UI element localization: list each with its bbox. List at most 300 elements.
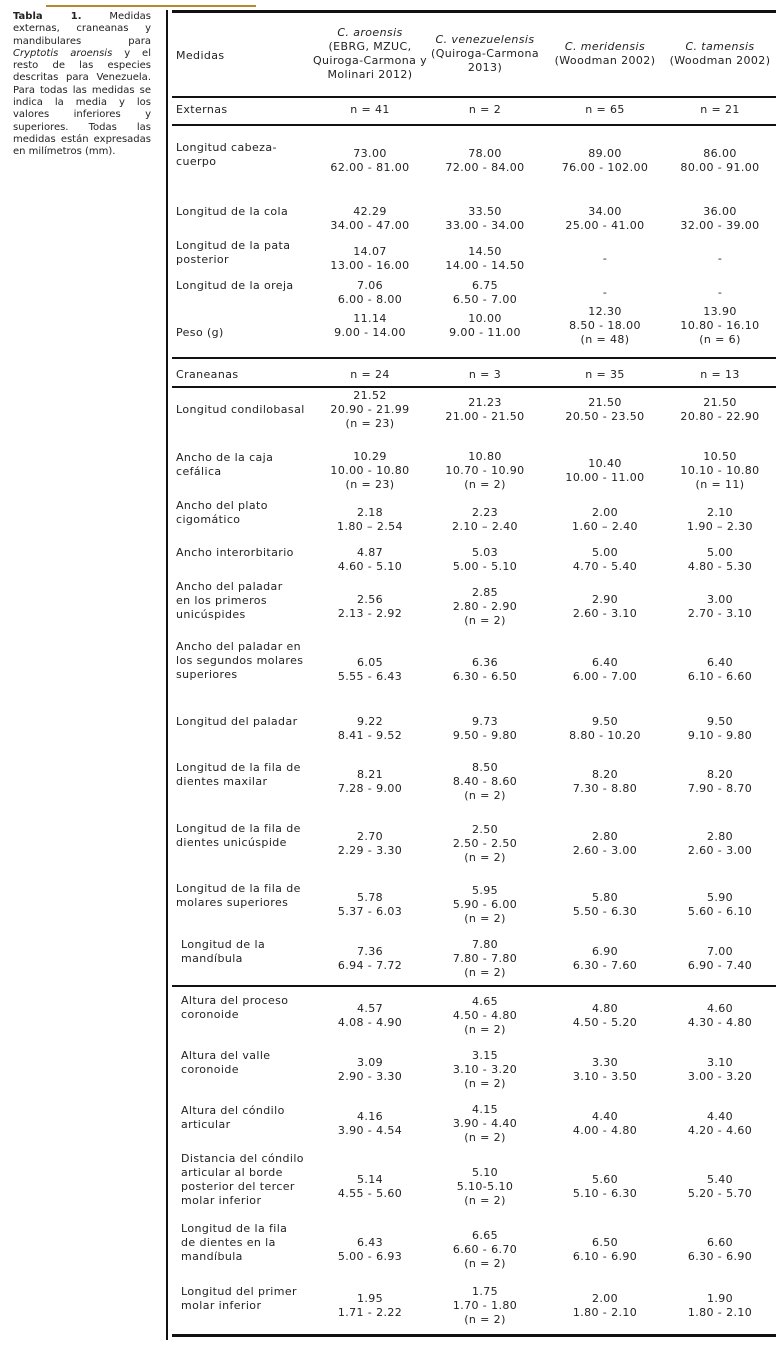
row-value-cell-line: 5.10-5.10 xyxy=(456,1180,514,1193)
row-value-cell-line: (n = 2) xyxy=(464,478,506,491)
row-label-line: Peso (g) xyxy=(176,326,224,339)
row-value-cell-line: 6.90 - 7.40 xyxy=(687,959,753,972)
row-value-cell xyxy=(415,1229,555,1271)
row-value-cell xyxy=(650,656,784,684)
row-value-cell-line: 3.09 xyxy=(356,1056,384,1069)
row-value-cell-line: 3.10 - 3.50 xyxy=(572,1070,638,1083)
caption-accent-line xyxy=(46,5,256,7)
row-value-cell-line: - xyxy=(602,252,608,265)
table-left-rule xyxy=(166,10,168,1340)
row-value-cell-line: 9.50 xyxy=(706,715,734,728)
header-species-name: C. venezuelensis xyxy=(435,33,535,46)
header-source-line: Quiroga-Carmona y xyxy=(312,54,428,67)
row-label-line: Ancho del plato xyxy=(176,499,268,512)
externas-n-rule xyxy=(172,124,776,126)
section-sample-size-line: n = 21 xyxy=(700,103,740,116)
row-value-cell-line: 20.50 - 23.50 xyxy=(565,410,645,423)
caption-text-after: y el resto de las especies descritas para Venezuela. Para todas las medidas se indica la media y los valores inferiores y superiores. Todas las medidas están expresadas en milímetros (mm). xyxy=(13,47,151,158)
row-value-cell-line: 3.10 xyxy=(706,1056,734,1069)
row-value-cell xyxy=(650,252,784,266)
row-value-cell-line: 2.18 xyxy=(356,506,384,519)
row-label-line: molares superiores xyxy=(176,896,289,909)
row-value-cell-line: (n = 2) xyxy=(464,1194,506,1207)
row-value-cell-line: 4.08 - 4.90 xyxy=(337,1016,403,1029)
row-value-cell xyxy=(415,147,555,175)
row-value-cell-line: 6.60 - 6.70 xyxy=(452,1243,518,1256)
row-value-cell-line: 4.60 - 5.10 xyxy=(337,560,403,573)
header-species-name: C. meridensis xyxy=(564,40,646,53)
section-label-craneanas-line: Craneanas xyxy=(176,368,239,381)
row-value-cell-line: 33.50 xyxy=(468,205,502,218)
row-value-cell-line: (n = 2) xyxy=(464,789,506,802)
header-column-2 xyxy=(415,33,555,75)
row-label-line: Longitud de la fila xyxy=(181,1222,288,1235)
row-value-cell-line: 10.80 - 16.10 xyxy=(680,319,760,332)
row-value-cell xyxy=(415,279,555,307)
row-value-cell-line: 4.16 xyxy=(356,1110,384,1123)
row-value-cell-line: 10.00 xyxy=(468,312,502,325)
row-value-cell xyxy=(415,884,555,926)
row-value-cell-line: 6.05 xyxy=(356,656,384,669)
row-value-cell-line: 7.90 - 8.70 xyxy=(687,782,753,795)
row-value-cell-line: 3.10 - 3.20 xyxy=(452,1063,518,1076)
row-value-cell-line: 76.00 - 102.00 xyxy=(561,161,649,174)
row-value-cell-line: 5.00 xyxy=(591,546,619,559)
section-sample-size xyxy=(650,368,784,382)
row-label-line: dientes maxilar xyxy=(176,775,268,788)
row-value-cell-line: 5.10 - 6.30 xyxy=(572,1187,638,1200)
row-value-cell-line: 21.23 xyxy=(468,396,502,409)
row-value-cell-line: 8.40 - 8.60 xyxy=(452,775,518,788)
row-label-line: cefálica xyxy=(176,465,222,478)
row-value-cell-line: 1.90 – 2.30 xyxy=(687,520,753,533)
row-value-cell-line: 5.14 xyxy=(356,1173,384,1186)
row-label-line: cigomático xyxy=(176,513,241,526)
row-value-cell-line: 2.29 - 3.30 xyxy=(337,844,403,857)
section-sample-size xyxy=(415,368,555,382)
row-value-cell xyxy=(650,1056,784,1084)
row-value-cell-line: 33.00 - 34.00 xyxy=(445,219,525,232)
row-value-cell-line: 4.57 xyxy=(356,1002,384,1015)
row-value-cell xyxy=(415,396,555,424)
row-value-cell-line: 7.36 xyxy=(356,945,384,958)
row-value-cell-line: 2.50 - 2.50 xyxy=(452,837,518,850)
row-value-cell xyxy=(650,1173,784,1201)
header-column-4 xyxy=(650,40,784,68)
row-value-cell-line: 2.90 - 3.30 xyxy=(337,1070,403,1083)
row-value-cell xyxy=(650,205,784,233)
row-value-cell-line: 14.07 xyxy=(353,245,387,258)
row-value-cell-line: 89.00 xyxy=(588,147,622,160)
row-value-cell-line: 34.00 xyxy=(588,205,622,218)
row-value-cell xyxy=(650,546,784,574)
section-label-externas-line: Externas xyxy=(176,103,228,116)
row-value-cell xyxy=(650,830,784,858)
row-value-cell-line: 36.00 xyxy=(703,205,737,218)
row-value-cell-line: 72.00 - 84.00 xyxy=(445,161,525,174)
header-source-line: (EBRG, MZUC, xyxy=(328,40,412,53)
row-value-cell-line: 3.00 - 3.20 xyxy=(687,1070,753,1083)
row-value-cell-line: 9.00 - 14.00 xyxy=(334,326,406,339)
row-value-cell-line: 6.30 - 6.90 xyxy=(687,1250,753,1263)
row-label-line: cuerpo xyxy=(176,155,217,168)
row-label-line: Distancia del cóndilo xyxy=(181,1152,304,1165)
row-label-line: unicúspides xyxy=(176,608,246,621)
row-label-line: en los primeros xyxy=(176,594,268,607)
row-value-cell-line: 6.65 xyxy=(471,1229,499,1242)
row-value-cell-line: 5.00 xyxy=(706,546,734,559)
row-value-cell-line: 7.80 xyxy=(471,938,499,951)
row-label-line: mandíbula xyxy=(181,1250,243,1263)
header-source-line: (Woodman 2002) xyxy=(554,54,656,67)
row-value-cell xyxy=(415,1285,555,1327)
row-value-cell-line: 9.10 - 9.80 xyxy=(687,729,753,742)
header-bottom-rule xyxy=(172,96,776,98)
mandibular-start-rule xyxy=(172,985,776,987)
row-value-cell-line: 1.80 – 2.54 xyxy=(337,520,403,533)
row-value-cell-line: 10.70 - 10.90 xyxy=(445,464,525,477)
row-value-cell-line: 5.50 - 6.30 xyxy=(572,905,638,918)
row-value-cell xyxy=(650,506,784,534)
row-label-line: Longitud de la xyxy=(181,938,266,951)
row-value-cell-line: 32.00 - 39.00 xyxy=(680,219,760,232)
row-value-cell-line: (n = 2) xyxy=(464,1313,506,1326)
table-caption xyxy=(13,11,151,159)
row-value-cell-line: 5.90 - 6.00 xyxy=(452,898,518,911)
row-value-cell-line: (n = 23) xyxy=(345,478,395,491)
row-label-line: Longitud de la fila de xyxy=(176,761,301,774)
row-value-cell-line: 4.60 xyxy=(706,1002,734,1015)
row-value-cell-line: 6.75 xyxy=(471,279,499,292)
row-value-cell-line: 4.80 xyxy=(591,1002,619,1015)
header-species-name: C. aroensis xyxy=(337,26,403,39)
row-value-cell xyxy=(650,1110,784,1138)
row-value-cell-line: 21.50 xyxy=(703,396,737,409)
row-value-cell-line: 10.00 - 10.80 xyxy=(330,464,410,477)
row-value-cell-line: 9.22 xyxy=(356,715,384,728)
row-label-line: posterior xyxy=(176,253,229,266)
row-value-cell-line: 5.00 - 5.10 xyxy=(452,560,518,573)
row-value-cell-line: 3.15 xyxy=(471,1049,499,1062)
row-value-cell-line: 8.21 xyxy=(356,768,384,781)
row-value-cell-line: 7.28 - 9.00 xyxy=(337,782,403,795)
row-value-cell-line: 9.00 - 11.00 xyxy=(449,326,521,339)
row-value-cell xyxy=(415,1049,555,1091)
row-label-line: articular al borde xyxy=(181,1166,283,1179)
header-source-line: (Quiroga-Carmona xyxy=(431,47,539,60)
row-value-cell-line: 8.50 xyxy=(471,761,499,774)
row-value-cell-line: 10.00 - 11.00 xyxy=(565,471,645,484)
row-value-cell-line: 2.13 - 2.92 xyxy=(337,607,403,620)
row-value-cell-line: 6.10 - 6.60 xyxy=(687,670,753,683)
row-value-cell-line: 3.90 - 4.40 xyxy=(452,1117,518,1130)
header-source-line: (Woodman 2002) xyxy=(669,54,771,67)
row-value-cell xyxy=(650,450,784,492)
row-value-cell-line: 3.30 xyxy=(591,1056,619,1069)
row-value-cell-line: 1.95 xyxy=(356,1292,384,1305)
section-sample-size xyxy=(650,103,784,117)
row-value-cell-line: 2.70 xyxy=(356,830,384,843)
row-value-cell-line: 4.65 xyxy=(471,995,499,1008)
row-value-cell-line: 4.20 - 4.60 xyxy=(687,1124,753,1137)
row-value-cell xyxy=(650,286,784,300)
row-value-cell-line: 7.06 xyxy=(356,279,384,292)
row-value-cell-line: 2.80 - 2.90 xyxy=(452,600,518,613)
row-label-line: Ancho de la caja xyxy=(176,451,274,464)
row-value-cell xyxy=(415,823,555,865)
row-value-cell-line: - xyxy=(717,286,723,299)
row-value-cell-line: (n = 23) xyxy=(345,417,395,430)
row-value-cell xyxy=(415,586,555,628)
row-value-cell-line: 10.80 xyxy=(468,450,502,463)
row-value-cell-line: 2.60 - 3.10 xyxy=(572,607,638,620)
row-value-cell-line: 6.50 - 7.00 xyxy=(452,293,518,306)
row-value-cell-line: (n = 48) xyxy=(580,333,630,346)
row-value-cell-line: 8.50 - 18.00 xyxy=(569,319,641,332)
header-measures-label xyxy=(176,49,296,63)
row-value-cell xyxy=(415,312,555,340)
row-value-cell-line: 2.10 xyxy=(706,506,734,519)
row-value-cell-line: 6.90 xyxy=(591,945,619,958)
row-value-cell-line: 10.50 xyxy=(703,450,737,463)
row-value-cell-line: 21.00 - 21.50 xyxy=(445,410,525,423)
row-value-cell-line: - xyxy=(602,286,608,299)
row-label-line: Altura del valle xyxy=(181,1049,271,1062)
row-value-cell xyxy=(415,1103,555,1145)
row-value-cell-line: 4.40 xyxy=(591,1110,619,1123)
row-value-cell-line: 11.14 xyxy=(353,312,387,325)
row-value-cell xyxy=(650,1236,784,1264)
row-value-cell-line: 4.15 xyxy=(471,1103,499,1116)
row-value-cell-line: 4.40 xyxy=(706,1110,734,1123)
row-value-cell-line: 4.00 - 4.80 xyxy=(572,1124,638,1137)
row-value-cell-line: 6.50 xyxy=(591,1236,619,1249)
row-value-cell-line: (n = 2) xyxy=(464,851,506,864)
row-value-cell-line: 2.10 – 2.40 xyxy=(452,520,518,533)
row-value-cell-line: 4.50 - 4.80 xyxy=(452,1009,518,1022)
section-sample-size-line: n = 3 xyxy=(468,368,502,381)
caption-label: Tabla 1. xyxy=(13,11,82,22)
row-label-line: Longitud de la oreja xyxy=(176,279,294,292)
row-label-line: Longitud de la pata xyxy=(176,239,291,252)
row-value-cell-line: 2.80 xyxy=(591,830,619,843)
row-value-cell-line: 5.03 xyxy=(471,546,499,559)
row-label-line: Longitud cabeza- xyxy=(176,141,277,154)
row-value-cell-line: 4.70 - 5.40 xyxy=(572,560,638,573)
row-value-cell-line: 2.60 - 3.00 xyxy=(687,844,753,857)
row-label-line: coronoide xyxy=(181,1008,239,1021)
row-value-cell-line: 5.80 xyxy=(591,891,619,904)
row-value-cell xyxy=(415,1166,555,1208)
row-label-line: Longitud condilobasal xyxy=(176,403,305,416)
row-value-cell-line: 8.80 - 10.20 xyxy=(569,729,641,742)
row-value-cell-line: 6.36 xyxy=(471,656,499,669)
row-label-line: de dientes en la xyxy=(181,1236,276,1249)
row-value-cell-line: 6.00 - 8.00 xyxy=(337,293,403,306)
row-value-cell-line: 4.55 - 5.60 xyxy=(337,1187,403,1200)
row-value-cell-line: 8.20 xyxy=(591,768,619,781)
row-value-cell xyxy=(415,715,555,743)
row-value-cell-line: 9.73 xyxy=(471,715,499,728)
row-label-line: Longitud del primer xyxy=(181,1285,297,1298)
row-value-cell-line: 1.60 – 2.40 xyxy=(572,520,638,533)
row-value-cell-line: 7.30 - 8.80 xyxy=(572,782,638,795)
row-value-cell-line: 1.71 - 2.22 xyxy=(337,1306,403,1319)
row-value-cell-line: (n = 2) xyxy=(464,1023,506,1036)
row-value-cell-line: 2.85 xyxy=(471,586,499,599)
row-value-cell-line: 5.90 xyxy=(706,891,734,904)
row-value-cell-line: 2.00 xyxy=(591,506,619,519)
row-value-cell xyxy=(650,891,784,919)
row-value-cell-line: (n = 6) xyxy=(699,333,741,346)
row-value-cell-line: 13.00 - 16.00 xyxy=(330,259,410,272)
row-value-cell xyxy=(650,593,784,621)
caption-species: Cryptotis aroensis xyxy=(13,47,113,59)
craneanas-n-rule xyxy=(172,386,776,388)
row-value-cell-line: 20.90 - 21.99 xyxy=(330,403,410,416)
row-value-cell xyxy=(650,715,784,743)
row-label-line: Longitud de la fila de xyxy=(176,882,301,895)
row-label-line: Longitud de la cola xyxy=(176,205,289,218)
row-value-cell-line: 2.56 xyxy=(356,593,384,606)
section-sample-size-line: n = 24 xyxy=(350,368,390,381)
row-value-cell-line: 80.00 - 91.00 xyxy=(680,161,760,174)
row-value-cell xyxy=(415,761,555,803)
row-value-cell-line: 4.30 - 4.80 xyxy=(687,1016,753,1029)
row-value-cell-line: 6.10 - 6.90 xyxy=(572,1250,638,1263)
row-value-cell-line: 2.90 xyxy=(591,593,619,606)
row-label-line: molar inferior xyxy=(181,1299,262,1312)
row-value-cell-line: 1.90 xyxy=(706,1292,734,1305)
section-sample-size-line: n = 13 xyxy=(700,368,740,381)
row-value-cell-line: 9.50 xyxy=(591,715,619,728)
row-value-cell-line: 20.80 - 22.90 xyxy=(680,410,760,423)
row-label-line: posterior del tercer xyxy=(181,1180,295,1193)
row-value-cell-line: 4.87 xyxy=(356,546,384,559)
row-value-cell-line: 7.80 - 7.80 xyxy=(452,952,518,965)
row-label-line: articular xyxy=(181,1118,231,1131)
section-sample-size xyxy=(415,103,555,117)
row-value-cell-line: 5.55 - 6.43 xyxy=(337,670,403,683)
row-value-cell-line: 86.00 xyxy=(703,147,737,160)
row-label-line: Ancho del paladar xyxy=(176,580,283,593)
row-value-cell-line: 6.40 xyxy=(591,656,619,669)
row-value-cell-line: 10.40 xyxy=(588,457,622,470)
row-value-cell-line: 5.00 - 6.93 xyxy=(337,1250,403,1263)
section-sample-size-line: n = 65 xyxy=(585,103,625,116)
row-value-cell-line: (n = 2) xyxy=(464,912,506,925)
row-value-cell-line: 12.30 xyxy=(588,305,622,318)
row-value-cell-line: 42.29 xyxy=(353,205,387,218)
row-value-cell-line: 2.00 xyxy=(591,1292,619,1305)
row-label-line: Longitud del paladar xyxy=(176,715,298,728)
row-value-cell-line: 73.00 xyxy=(353,147,387,160)
row-value-cell-line: 9.50 - 9.80 xyxy=(452,729,518,742)
row-value-cell-line: 4.80 - 5.30 xyxy=(687,560,753,573)
row-value-cell-line: 78.00 xyxy=(468,147,502,160)
row-label-line: molar inferior xyxy=(181,1194,262,1207)
row-value-cell xyxy=(650,768,784,796)
row-value-cell-line: 6.94 - 7.72 xyxy=(337,959,403,972)
row-label-line: Altura del proceso xyxy=(181,994,289,1007)
row-value-cell-line: 2.23 xyxy=(471,506,499,519)
row-label-line: Ancho del paladar en xyxy=(176,640,302,653)
section-sample-size-line: n = 41 xyxy=(350,103,390,116)
row-value-cell-line: 1.75 xyxy=(471,1285,499,1298)
row-value-cell xyxy=(650,305,784,347)
row-value-cell-line: 5.37 - 6.03 xyxy=(337,905,403,918)
row-value-cell-line: 2.70 - 3.10 xyxy=(687,607,753,620)
row-value-cell-line: 6.40 xyxy=(706,656,734,669)
row-value-cell-line: (n = 2) xyxy=(464,1077,506,1090)
table-top-rule xyxy=(172,10,776,13)
row-value-cell xyxy=(415,205,555,233)
row-label-line: dientes unicúspide xyxy=(176,836,287,849)
caption-text-before: Medidas externas, craneanas y mandibulares para xyxy=(13,11,151,47)
row-value-cell-line: 6.43 xyxy=(356,1236,384,1249)
header-measures-label-line: Medidas xyxy=(176,49,225,62)
row-value-cell-line: 3.90 - 4.54 xyxy=(337,1124,403,1137)
row-value-cell xyxy=(415,245,555,273)
row-value-cell-line: 10.10 - 10.80 xyxy=(680,464,760,477)
row-value-cell-line: 34.00 - 47.00 xyxy=(330,219,410,232)
row-value-cell-line: 2.50 xyxy=(471,823,499,836)
row-value-cell-line: 21.52 xyxy=(353,389,387,402)
row-value-cell-line: - xyxy=(717,252,723,265)
row-value-cell-line: 1.80 - 2.10 xyxy=(687,1306,753,1319)
row-value-cell-line: 21.50 xyxy=(588,396,622,409)
row-value-cell-line: 10.29 xyxy=(353,450,387,463)
row-value-cell-line: 13.90 xyxy=(703,305,737,318)
row-value-cell-line: 3.00 xyxy=(706,593,734,606)
table-bottom-rule xyxy=(172,1334,776,1337)
row-value-cell-line: 5.95 xyxy=(471,884,499,897)
row-label-line: Longitud de la fila de xyxy=(176,822,301,835)
row-value-cell-line: (n = 11) xyxy=(695,478,745,491)
row-value-cell xyxy=(650,945,784,973)
row-value-cell-line: 6.30 - 7.60 xyxy=(572,959,638,972)
row-value-cell-line: 62.00 - 81.00 xyxy=(330,161,410,174)
row-value-cell-line: (n = 2) xyxy=(464,1257,506,1270)
row-value-cell xyxy=(415,938,555,980)
row-value-cell xyxy=(650,396,784,424)
row-value-cell-line: 5.78 xyxy=(356,891,384,904)
row-value-cell xyxy=(650,1002,784,1030)
row-value-cell xyxy=(415,995,555,1037)
row-value-cell-line: 6.30 - 6.50 xyxy=(452,670,518,683)
row-value-cell-line: 2.60 - 3.00 xyxy=(572,844,638,857)
row-value-cell-line: 14.00 - 14.50 xyxy=(445,259,525,272)
row-value-cell-line: 14.50 xyxy=(468,245,502,258)
header-species-name: C. tamensis xyxy=(685,40,755,53)
row-label-line: coronoide xyxy=(181,1063,239,1076)
row-value-cell-line: 1.70 - 1.80 xyxy=(452,1299,518,1312)
row-value-cell-line: (n = 2) xyxy=(464,966,506,979)
row-value-cell-line: 5.60 xyxy=(591,1173,619,1186)
row-value-cell-line: 6.60 xyxy=(706,1236,734,1249)
row-value-cell-line: 7.00 xyxy=(706,945,734,958)
row-value-cell-line: 4.50 - 5.20 xyxy=(572,1016,638,1029)
row-value-cell xyxy=(415,546,555,574)
row-value-cell-line: 5.60 - 6.10 xyxy=(687,905,753,918)
row-value-cell-line: 5.40 xyxy=(706,1173,734,1186)
row-label-line: superiores xyxy=(176,668,238,681)
externas-end-rule xyxy=(172,357,776,359)
row-value-cell-line: 1.80 - 2.10 xyxy=(572,1306,638,1319)
row-value-cell-line: 5.10 xyxy=(471,1166,499,1179)
row-value-cell xyxy=(415,450,555,492)
row-value-cell-line: 25.00 - 41.00 xyxy=(565,219,645,232)
